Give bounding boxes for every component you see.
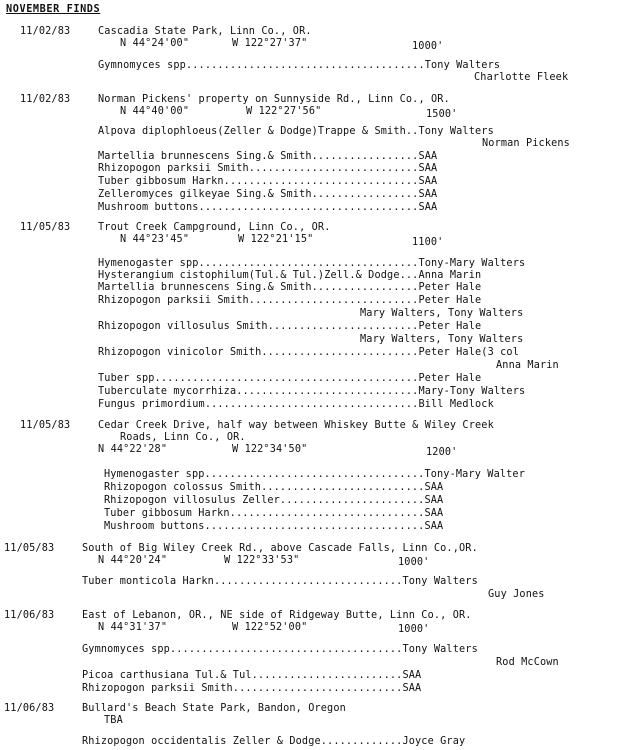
find-line: Hysterangium cistophilum(Tul.& Tul.)Zell.& Dodge...Anna Marin xyxy=(98,270,482,281)
find-collector: Mary Walters, Tony Walters xyxy=(360,334,524,345)
find-line: Gymnomyces spp.....................................Tony Walters xyxy=(82,644,478,655)
find-line: Rhizopogon villosulus Zeller.......................SAA xyxy=(104,495,444,506)
find-line: Tuber gibbosum Harkn...............................SAA xyxy=(104,508,444,519)
find-line: Rhizopogon colossus Smith..........................SAA xyxy=(104,482,444,493)
entry-date: 11/06/83 xyxy=(4,610,55,621)
latitude: N 44°40'00" xyxy=(120,106,190,117)
find-line: Rhizopogon parksii Smith...........................Peter Hale xyxy=(98,295,482,306)
longitude: W 122°52'00" xyxy=(232,622,308,633)
find-line: Alpova diplophloeus(Zeller & Dodge)Trappe & Smith..Tony Walters xyxy=(98,126,494,137)
elevation: 1000' xyxy=(398,557,430,568)
entry-date: 11/02/83 xyxy=(20,26,71,37)
find-line: Zelleromyces gilkeyae Sing.& Smith.................SAA xyxy=(98,189,438,200)
find-line: Hymenogaster spp...................................Tony-Mary Walters xyxy=(98,258,526,269)
entry-location: Cascadia State Park, Linn Co., OR. xyxy=(98,26,312,37)
entry-location: Trout Creek Campground, Linn Co., OR. xyxy=(98,222,331,233)
find-line: Gymnomyces spp......................................Tony Walters xyxy=(98,60,501,71)
find-line: Mushroom buttons...................................SAA xyxy=(104,521,444,532)
entry-location: South of Big Wiley Creek Rd., above Cascade Falls, Linn Co.,OR. xyxy=(82,543,478,554)
find-line: Tuber spp..........................................Peter Hale xyxy=(98,373,482,384)
find-line: Rhizopogon vinicolor Smith.........................Peter Hale(3 col xyxy=(98,347,519,358)
entry-location: East of Lebanon, OR., NE side of Ridgeway Butte, Linn Co., OR. xyxy=(82,610,472,621)
longitude: W 122°34'50" xyxy=(232,444,308,455)
longitude: W 122°27'37" xyxy=(232,38,308,49)
find-line: Martellia brunnescens Sing.& Smith.................SAA xyxy=(98,151,438,162)
entry-location: Norman Pickens' property on Sunnyside Rd., Linn Co., OR. xyxy=(98,94,450,105)
entry-date: 11/05/83 xyxy=(4,543,55,554)
entry-location: Cedar Creek Drive, half way between Whiskey Butte & Wiley Creek xyxy=(98,420,494,431)
page-title: NOVEMBER FINDS xyxy=(6,4,101,15)
find-collector: Charlotte Fleek xyxy=(474,72,569,83)
elevation: 1100' xyxy=(412,237,444,248)
find-collector: Mary Walters, Tony Walters xyxy=(360,308,524,319)
find-collector: Guy Jones xyxy=(488,589,545,600)
find-line: Martellia brunnescens Sing.& Smith.................Peter Hale xyxy=(98,282,482,293)
find-line: Tuber monticola Harkn..............................Tony Walters xyxy=(82,576,478,587)
entry-location-cont: TBA xyxy=(104,715,123,726)
find-collector: Norman Pickens xyxy=(482,138,570,149)
elevation: 1000' xyxy=(398,624,430,635)
find-line: Hymenogaster spp...................................Tony-Mary Walter xyxy=(104,469,525,480)
entry-date: 11/05/83 xyxy=(20,222,71,233)
entry-location: Bullard's Beach State Park, Bandon, Oregon xyxy=(82,703,346,714)
find-line: Tuberculate mycorrhiza.............................Mary-Tony Walters xyxy=(98,386,526,397)
longitude: W 122°33'53" xyxy=(224,555,300,566)
elevation: 1000' xyxy=(412,41,444,52)
latitude: N 44°31'37" xyxy=(98,622,168,633)
elevation: 1200' xyxy=(426,447,458,458)
elevation: 1500' xyxy=(426,109,458,120)
latitude: N 44°22'28" xyxy=(98,444,168,455)
latitude: N 44°20'24" xyxy=(98,555,168,566)
longitude: W 122°27'56" xyxy=(246,106,322,117)
find-line: Fungus primordium..................................Bill Medlock xyxy=(98,399,494,410)
find-line: Tuber gibbosum Harkn...............................SAA xyxy=(98,176,438,187)
entry-date: 11/02/83 xyxy=(20,94,71,105)
find-line: Rhizopogon occidentalis Zeller & Dodge.............Joyce Gray xyxy=(82,736,466,747)
find-collector: Rod McCown xyxy=(496,657,559,668)
longitude: W 122°21'15" xyxy=(238,234,314,245)
find-line: Rhizopogon villosulus Smith........................Peter Hale xyxy=(98,321,482,332)
latitude: N 44°23'45" xyxy=(120,234,190,245)
find-line: Rhizopogon parksii Smith...........................SAA xyxy=(82,683,422,694)
find-collector: Anna Marin xyxy=(496,360,559,371)
entry-date: 11/05/83 xyxy=(20,420,71,431)
entry-date: 11/06/83 xyxy=(4,703,55,714)
find-line: Rhizopogon parksii Smith...........................SAA xyxy=(98,163,438,174)
latitude: N 44°24'00" xyxy=(120,38,190,49)
find-line: Picoa carthusiana Tul.& Tul........................SAA xyxy=(82,670,422,681)
entry-location-cont: Roads, Linn Co., OR. xyxy=(120,432,246,443)
find-line: Mushroom buttons...................................SAA xyxy=(98,202,438,213)
